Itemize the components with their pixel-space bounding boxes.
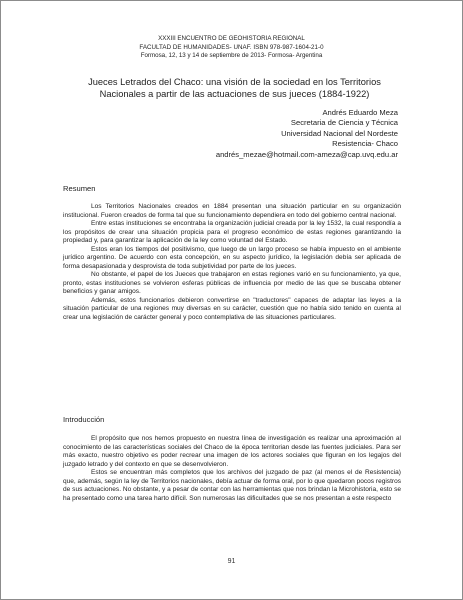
resumen-paragraph: Los Territorios Nacionales creados en 1884 presentan una situación particular en su organización institucional. Fueron creados de forma tal que su funcionamiento dependiera en todo del gobierno central nacional. <box>63 203 401 219</box>
page-number: 91 <box>227 558 236 565</box>
conference-header <box>1 35 462 61</box>
introduccion-heading: Introducción <box>63 415 105 424</box>
resumen-paragraph: Estos eran los tiempos del positivismo, que luego de un largo proceso se había impuesto en el ambiente jurídico argentino. De acuerdo con esta concepción, en su aspecto jurídico, la legislación debía ser aplicada de forma desapasionada y desprovista de toda subjetividad por parte de los jueces. <box>63 245 401 270</box>
resumen-paragraph: Entre estas instituciones se encontraba la organización judicial creada por la ley 1532, la cual respondía a los propósitos de crear una situación propicia para el progreso económico de estas regiones garantizando la propiedad y, para garantizar la aplicación de la ley como voluntad del Estado. <box>63 220 401 244</box>
resumen-heading: Resumen <box>63 184 96 193</box>
author-institution: Universidad Nacional del Nordeste <box>281 128 398 138</box>
author-email: andrés_mezae@hotmail.com-ameza@cap.uvq.edu.ar <box>215 149 398 159</box>
paper-title <box>61 76 408 100</box>
resumen-paragraph: No obstante, el papel de los Jueces que trabajaron en estas regiones varió en su funcionamiento, ya que, pronto, estas instituciones se volvieron esferas públicas de influencia por medio de las que se buscaba obtener beneficios y ganar amigos. <box>63 271 401 295</box>
resumen-paragraph: Además, estos funcionarios debieron convertirse en "traductores" capaces de adaptar las leyes a la situación particular de una regiones muy diversas en su carácter, cuestión que no había sido tenido en cuenta al crear una legislación de carácter general y poco contemplativa de las situaciones particulares. <box>63 296 401 321</box>
introduccion-paragraph: El propósito que nos hemos propuesto en nuestra línea de investigación es realizar una aproximación al conocimiento de las características sociales del Chaco de la época territorian desde las fuentes judiciales. Para ser más exacto, nuestro objetivo es poder recrear una imagen de los actores sociales que figuran en los legajos del juzgado letrado y del contexto en que se desenvolvieron. <box>63 435 401 468</box>
author-block <box>216 108 398 160</box>
header-line-3: Formosa, 12, 13 y 14 de septiembre de 2013- Formosa- Argentina <box>140 52 323 60</box>
introduccion-body <box>63 435 401 503</box>
resumen-body <box>63 203 401 322</box>
author-role: Secretaria de Ciencia y Técnica <box>290 118 398 128</box>
title-line-1: Jueces Letrados del Chaco: una visión de la sociedad en los Territorios <box>88 77 381 87</box>
introduccion-paragraph: Estos se encuentran más completos que los archivos del juzgado de paz (al menos el de Resistencia) que, además, según la ley de Territorios nacionales, debía actuar de forma oral, por lo que quedaron pocos registros de sus actuaciones. No obstante, y a pesar de contar con las herramientas que nos brindan la Microhistoria, esto se ha presentado como una tarea harto difícil. Son numerosas las dificultades que se nos presentan a este respecto <box>63 469 401 502</box>
author-name: Andrés Eduardo Meza <box>322 108 398 117</box>
author-location: Resistencia- Chaco <box>332 139 398 149</box>
title-line-2: Nacionales a partir de las actuaciones de sus jueces (1884-1922) <box>99 89 370 99</box>
header-line-2: FACULTAD DE HUMANIDADES- UNAF. ISBN 978-987-1604-21-0 <box>139 43 324 51</box>
header-line-1: XXXIII ENCUENTRO DE GEOHISTORIA REGIONAL <box>158 35 305 42</box>
